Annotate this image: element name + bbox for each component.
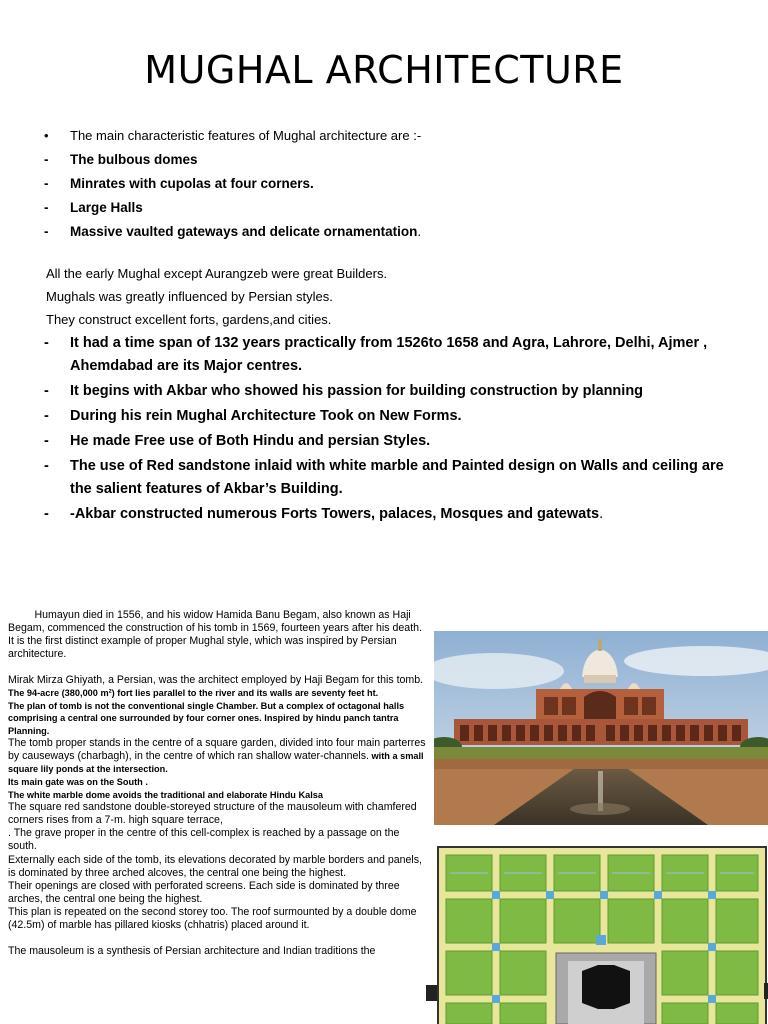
point-text: During his rein Mughal Architecture Took on New Forms. [70,408,462,424]
point-text: It begins with Akbar who showed his passion for building construction by planning [70,383,644,399]
feature-text: Massive vaulted gateways and delicate ornamentation [70,224,418,239]
paragraph-note: with a small square lily ponds at the intersection. [8,751,424,775]
paragraph: The square red sandstone double-storeyed structure of the mausoleum with chamfered corners rises from a 7-m. high square terrace, [8,801,417,827]
dash-icon: - [44,224,49,239]
point-text: of 132 years practically from 1526to 1658 and Agra, Lahrore, Delhi, Ajmer , Ahemdabad are its Major centres. [70,335,708,374]
humayun-tomb-photo [434,631,768,825]
list-item [44,196,744,220]
paragraph [8,737,428,776]
paragraph: Its main gate was on the South . [8,777,148,788]
dash-icon: - [44,383,49,399]
paragraph: The white marble dome avoids the traditional and elaborate Hindu Kalsa [8,789,323,800]
list-item [44,430,744,453]
paragraph: Mirak Mirza Ghiyath, a Persian, was the architect employed by Haji Begam for this tomb. [8,674,424,687]
features-list [44,124,744,244]
list-item [44,172,744,196]
paragraph: . The grave proper in the centre of this cell-complex is reached by a passage on the south. [8,827,400,853]
paragraph: The 94-acre (380,000 m²) fort lies parallel to the river and its walls are seventy feet ht. [8,688,379,699]
summary-lines [46,262,746,331]
point-period: . [599,506,604,522]
paragraph: The plan of tomb is not the conventional single Chamber. But a complex of octagonal halls comprising a central one surrounded by four corner ones. Inspired by hindu panch tantra Planning. [8,700,405,736]
list-item [44,220,744,244]
dash-icon: - [44,176,49,191]
paragraph: Externally each side of the tomb, its elevations decorated by marble borders and panels, is dominated by three arched alcoves, the central one being the highest. [8,853,422,879]
dash-icon: - [44,152,49,167]
feature-period: . [417,224,422,239]
paragraph: Humayun died in 1556, and his widow Hamida Banu Begam, also known as Haji Begam, commenced the construction of his tomb in 1569, fourteen years after his death. [8,609,422,635]
summary-line: Mughals was greatly influenced by Persian styles. [46,289,333,304]
list-item [44,455,744,501]
feature-text: The bulbous domes [70,152,198,167]
list-item [44,148,744,172]
dash-icon: - [44,506,49,522]
list-item [44,124,744,148]
list-item [44,503,744,526]
bullet-icon: • [44,128,49,143]
humayun-tomb-text [8,609,428,1024]
point-text: He made Free use of Both Hindu and persian Styles. [70,433,431,449]
list-item [44,332,744,378]
list-item [44,380,744,403]
summary-line: They construct excellent forts, gardens,and cities. [46,312,332,327]
key-points [44,332,744,528]
feature-text: Large Halls [70,200,143,215]
feature-text: Minrates with cupolas at four corners. [70,176,314,191]
point-pre: It had a time span [70,335,197,351]
dash-icon: - [44,335,49,351]
list-item [44,405,744,428]
dash-icon: - [44,433,49,449]
dash-icon: - [44,458,49,474]
point-text: -Akbar constructed numerous Forts Towers, palaces, Mosques and gatewats [70,506,600,522]
paragraph: Their openings are closed with perforated screens. Each side is dominated by three arches, the central one being the highest. [8,879,400,905]
dash-icon: - [44,200,49,215]
dash-icon: - [44,408,49,424]
charbagh-plan-diagram [426,843,768,1024]
features-lead: The main characteristic features of Mughal architecture are :- [70,128,422,143]
summary-line: All the early Mughal except Aurangzeb were great Builders. [46,266,388,281]
page-title: MUGHAL ARCHITECTURE [144,48,624,92]
paragraph: The mausoleum is a synthesis of Persian architecture and Indian traditions the [8,945,376,958]
point-text: The use of Red sandstone inlaid with white marble and Painted design on Walls and ceiling are the salient features of Akbar’s Building. [70,458,724,497]
paragraph: This plan is repeated on the second storey too. The roof surmounted by a double dome (42.5m) of marble has pillared kiosks (chhatris) placed around it. [8,905,417,932]
paragraph-text: The tomb proper stands in the centre of a square garden, divided into four main parterres by causeways (charbagh), in the centre of which ran shallow water-channels. [8,737,426,763]
paragraph: It is the first distinct example of proper Mughal style, which was inspired by Persian architecture. [8,635,397,661]
